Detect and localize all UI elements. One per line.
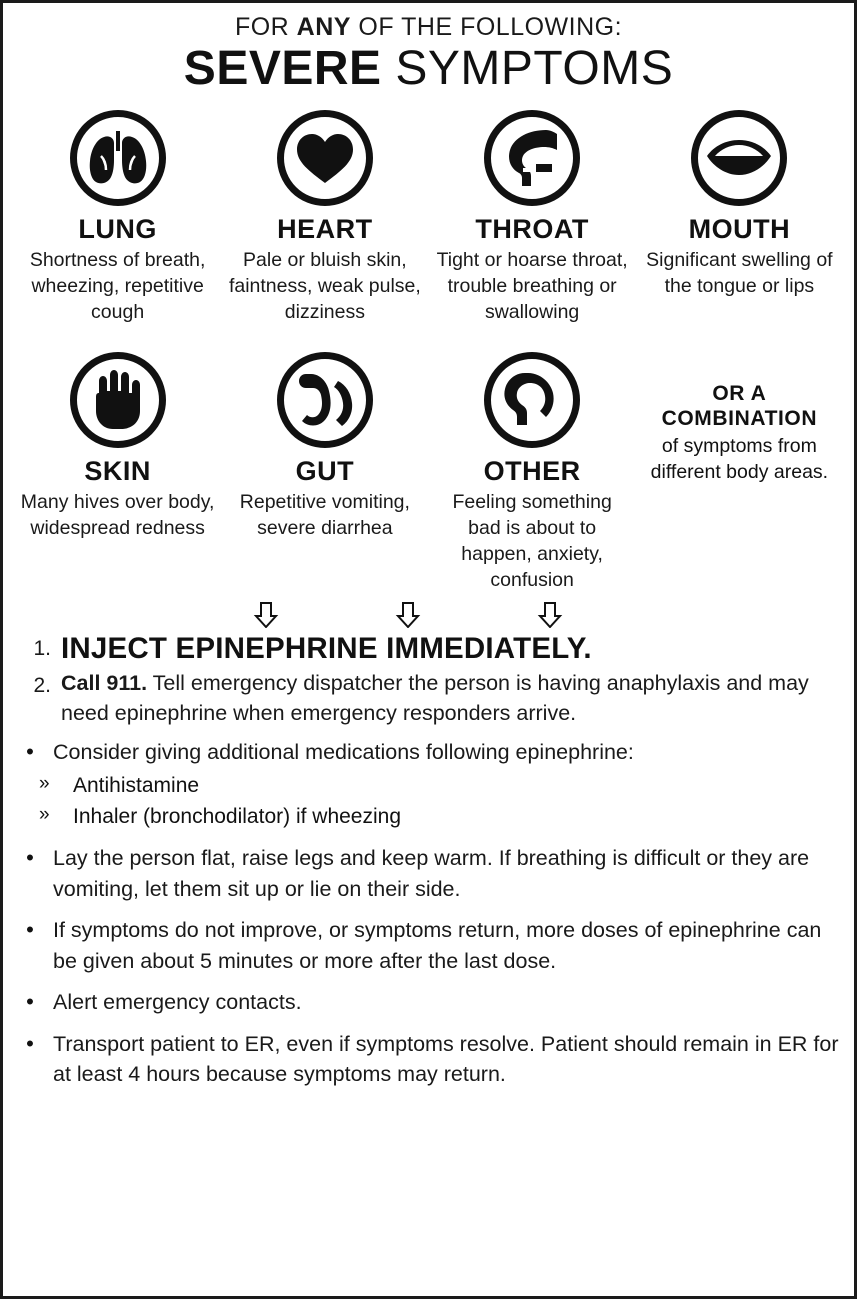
step-2-text: [61, 668, 840, 729]
symptom-text-skin: Many hives over body, widespread redness: [20, 491, 215, 540]
symptom-text-other: Feeling something bad is about to happen, anxiety, confusion: [452, 491, 612, 591]
page-title: [17, 44, 840, 94]
sub-bullet-icon: »: [39, 803, 50, 825]
symptom-text-gut: Repetitive vomiting, severe diarrhea: [239, 491, 410, 540]
symptom-cell-skin: [17, 348, 218, 594]
symptom-cell-heart: [224, 106, 425, 326]
symptom-grid-row-1: [17, 106, 840, 326]
list-item: [17, 987, 840, 1018]
symptom-cell-mouth: [639, 106, 840, 326]
sub-bullet-text: Antihistamine: [73, 774, 200, 798]
icon-circle-skin: [70, 352, 166, 448]
combination-heading-line2: COMBINATION: [661, 406, 818, 430]
down-arrow-icon-1: [253, 602, 279, 628]
list-item: [17, 915, 840, 976]
stomach-icon: [294, 371, 356, 429]
combination-heading: [639, 382, 840, 432]
icon-circle-mouth: [691, 110, 787, 206]
combination-text: of symptoms from different body areas.: [650, 434, 829, 483]
icon-circle-throat: [484, 110, 580, 206]
mouth-icon: [706, 138, 772, 178]
sub-bullet-list: [17, 771, 634, 831]
step-2-number: 2.: [33, 673, 51, 697]
list-item: [17, 843, 840, 904]
bullet-text: Consider giving additional medications following epinephrine:: [53, 739, 634, 764]
throat-icon: [502, 128, 562, 188]
icon-circle-heart: [277, 110, 373, 206]
bullet-icon: •: [26, 989, 34, 1015]
list-item: [17, 1029, 840, 1090]
symptom-label-throat: THROAT: [475, 214, 589, 245]
step-2-bold: Call 911.: [61, 670, 148, 695]
down-arrow-icon-3: [537, 602, 563, 628]
bullet-text: If symptoms do not improve, or symptoms return, more doses of epinephrine can be given about 5 minutes or more after the last dose.: [53, 918, 822, 973]
symptom-cell-throat: [432, 106, 633, 326]
bullet-icon: •: [26, 738, 34, 764]
symptom-text-lung: Shortness of breath, wheezing, repetitive cough: [29, 249, 206, 324]
icon-wrap-gut: [226, 348, 423, 452]
symptom-label-gut: GUT: [295, 456, 355, 487]
symptom-cell-gut: [224, 348, 425, 594]
symptom-text-heart: Pale or bluish skin, faintness, weak pulse, dizziness: [228, 249, 421, 324]
action-step-2: [17, 668, 840, 729]
down-arrow-icon-2: [395, 602, 421, 628]
kicker-pre: FOR: [234, 13, 297, 41]
lungs-icon: [87, 129, 149, 187]
action-bullet-list: [17, 737, 840, 1090]
action-steps: [17, 632, 840, 1090]
bullet-icon: •: [26, 845, 34, 871]
list-item: [17, 771, 634, 800]
symptom-text-mouth: Significant swelling of the tongue or lips: [646, 249, 833, 298]
symptom-text-throat: Tight or hoarse throat, trouble breathing or swallowing: [436, 249, 628, 324]
heart-icon: [295, 131, 355, 185]
symptom-label-lung: LUNG: [78, 214, 157, 245]
bullet-text: Alert emergency contacts.: [53, 990, 302, 1015]
icon-wrap-throat: [434, 106, 631, 210]
title-rest: SYMPTOMS: [381, 42, 674, 95]
symptom-cell-lung: [17, 106, 218, 326]
brain-icon: [501, 371, 563, 429]
bullet-text: Lay the person flat, raise legs and keep warm. If breathing is difficult or they are vomiting, let them sit up or lie on their side.: [53, 846, 810, 901]
icon-circle-gut: [277, 352, 373, 448]
icon-wrap-heart: [226, 106, 423, 210]
symptom-label-heart: HEART: [277, 214, 373, 245]
icon-wrap-skin: [19, 348, 216, 452]
list-item: [17, 802, 634, 831]
symptom-label-other: OTHER: [483, 456, 581, 487]
poster-header: [17, 13, 840, 94]
combination-heading-line1: OR A: [712, 382, 767, 406]
symptom-cell-combination: [639, 348, 840, 594]
hand-skin-icon: [91, 369, 145, 431]
symptom-cell-other: [432, 348, 633, 594]
bullet-text: Transport patient to ER, even if symptoms resolve. Patient should remain in ER for at least 4 hours because symptoms may return.: [53, 1031, 839, 1087]
down-arrows-row: [17, 600, 840, 630]
list-item: [17, 737, 840, 832]
symptom-grid-row-2: [17, 348, 840, 594]
icon-circle-lung: [70, 110, 166, 206]
symptom-label-skin: SKIN: [84, 456, 151, 487]
action-step-1: [17, 632, 840, 666]
sub-bullet-icon: »: [39, 773, 50, 795]
step-1-text: INJECT EPINEPHRINE IMMEDIATELY.: [61, 631, 592, 665]
bullet-icon: •: [26, 917, 34, 943]
icon-wrap-mouth: [641, 106, 838, 210]
step-1-number: 1.: [33, 636, 51, 660]
title-strong: SEVERE: [183, 42, 382, 95]
icon-wrap-other: [434, 348, 631, 452]
kicker-post: OF THE FOLLOWING:: [350, 13, 623, 41]
sub-bullet-text: Inhaler (bronchodilator) if wheezing: [73, 804, 402, 828]
icon-wrap-lung: [19, 106, 216, 210]
icon-circle-other: [484, 352, 580, 448]
step-2-rest: Tell emergency dispatcher the person is having anaphylaxis and may need epinephrine when emergency responders arrive.: [61, 670, 809, 726]
symptom-label-mouth: MOUTH: [688, 214, 791, 245]
bullet-icon: •: [26, 1030, 34, 1056]
kicker-strong: ANY: [296, 13, 351, 41]
header-kicker: [17, 13, 840, 42]
